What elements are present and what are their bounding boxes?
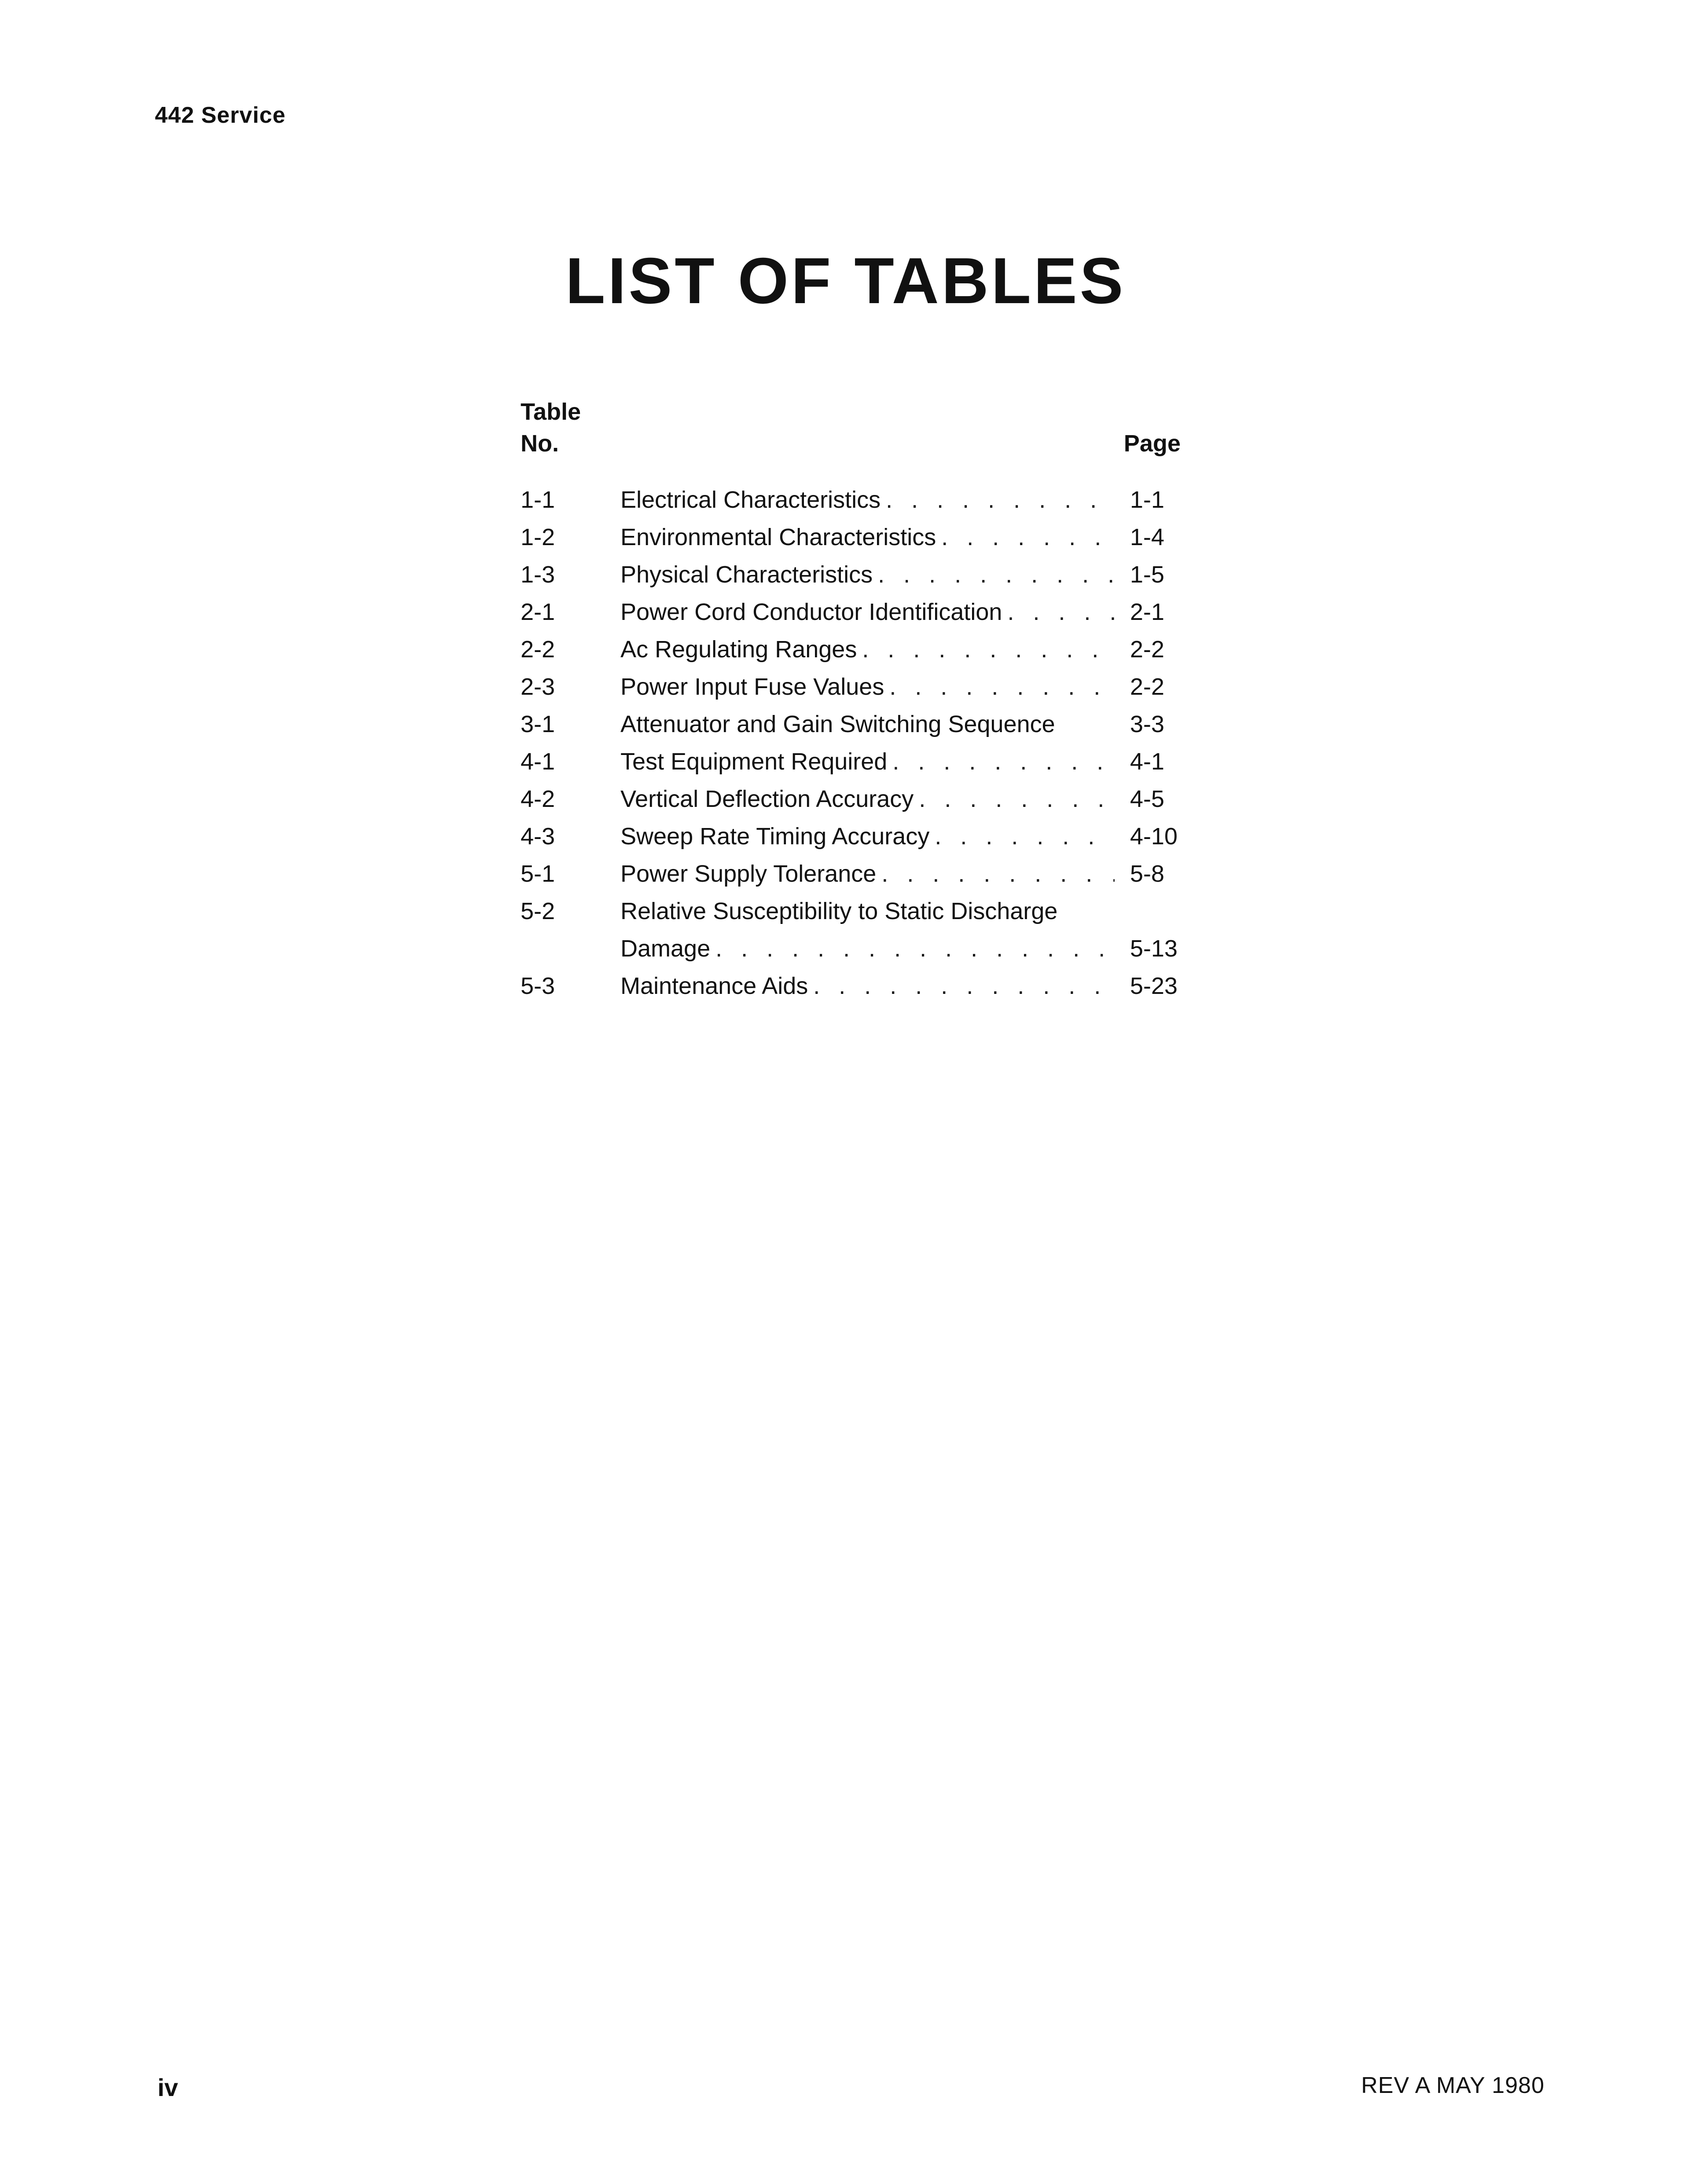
table-number: 1-1 [521,487,555,513]
page-ref: 1-1 [1130,487,1165,513]
page-ref: 2-2 [1130,636,1165,663]
dot-leader [878,556,1115,594]
table-title: Power Supply Tolerance [620,861,877,887]
dot-leader [935,818,1115,855]
list-item [521,668,1189,706]
list-item [521,855,1189,893]
dot-leader [941,519,1115,556]
table-number: 5-2 [521,898,555,924]
table-title: Sweep Rate Timing Accuracy [620,823,930,850]
table-number: 4-1 [521,748,555,775]
dot-leader [1007,594,1115,631]
table-number: 2-1 [521,599,555,625]
table-number: 4-3 [521,823,555,850]
page-ref: 2-2 [1130,674,1165,700]
table-number: 5-3 [521,973,555,999]
table-title: Ac Regulating Ranges [620,636,857,663]
table-title: Test Equipment Required [620,748,888,775]
column-headers [521,396,1189,462]
page-ref: 5-23 [1130,973,1178,999]
page-ref: 1-4 [1130,524,1165,550]
table-number: 4-2 [521,786,555,812]
table-title: Electrical Characteristics [620,487,881,513]
column-header-page: Page [1123,430,1181,457]
table-title: Vertical Deflection Accuracy [620,786,914,812]
table-title: Attenuator and Gain Switching Sequence [620,711,1055,737]
list-item [521,706,1189,743]
list-item [521,631,1189,668]
table-title: Power Input Fuse Values [620,674,884,700]
table-title: Relative Susceptibility to Static Discharge [620,898,1058,924]
dot-leader [881,855,1115,893]
page-ref: 4-10 [1130,823,1178,850]
table-title: Environmental Characteristics [620,524,936,550]
column-header-table-no: Table No. [521,399,581,457]
list-item [521,481,1189,519]
dot-leader [886,481,1115,519]
table-number: 5-1 [521,861,555,887]
page-ref: 4-5 [1130,786,1165,812]
table-number: 3-1 [521,711,555,737]
table-title: Physical Characteristics [620,561,873,588]
list-item [521,967,1189,1005]
list-item [521,594,1189,631]
list-item [521,556,1189,594]
running-head: 442 Service [155,103,286,128]
list-item [521,743,1189,781]
table-title: Maintenance Aids [620,973,808,999]
dot-leader [919,781,1115,818]
list-item [521,781,1189,818]
table-number: 2-2 [521,636,555,663]
table-number: 1-3 [521,561,555,588]
page-ref: 1-5 [1130,561,1165,588]
table-number: 2-3 [521,674,555,700]
list-item [521,893,1189,967]
list-of-tables [521,396,1189,1005]
table-entries [521,481,1189,1005]
dot-leader [813,967,1115,1005]
page-ref: 5-13 [1130,935,1178,962]
table-title-continued: Damage [620,935,711,962]
table-number: 1-2 [521,524,555,550]
revision-date: REV A MAY 1980 [1361,2073,1545,2098]
page-ref: 5-8 [1130,861,1165,887]
page-number: iv [158,2074,178,2101]
list-item [521,519,1189,556]
page-ref: 3-3 [1130,711,1165,737]
dot-leader [889,668,1115,706]
page-ref: 4-1 [1130,748,1165,775]
page-title: LIST OF TABLES [565,245,1126,317]
dot-leader [715,930,1115,967]
list-item [521,818,1189,855]
page-ref: 2-1 [1130,599,1165,625]
dot-leader [892,743,1115,781]
dot-leader [862,631,1115,668]
table-title: Power Cord Conductor Identification [620,599,1002,625]
